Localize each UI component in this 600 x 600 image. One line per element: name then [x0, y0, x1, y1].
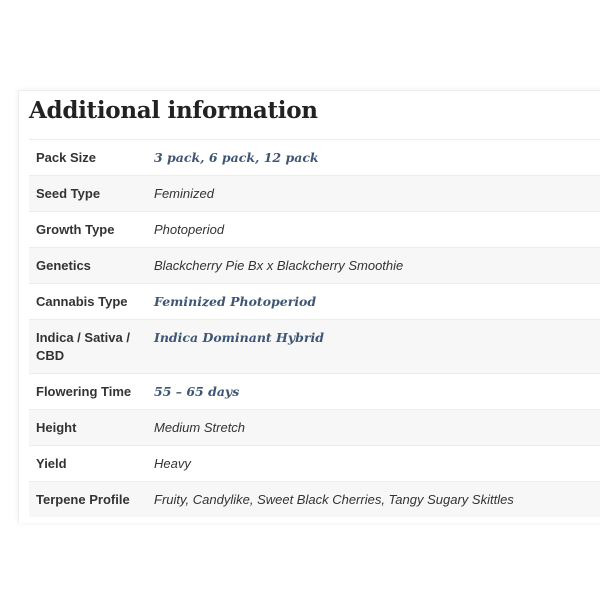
attribute-label: Pack Size [36, 150, 96, 165]
attribute-label: Yield [36, 456, 67, 471]
attribute-label: Growth Type [36, 222, 115, 237]
attribute-value: Blackcherry Pie Bx x Blackcherry Smoothie [154, 258, 404, 273]
section-title: Additional information [29, 97, 318, 124]
attribute-row-yield [29, 446, 600, 482]
cannabis-type-link[interactable]: Feminized Photoperiod [154, 294, 317, 309]
attribute-value: Heavy [154, 456, 191, 471]
additional-information-panel [18, 90, 600, 523]
attribute-row-growth-type [29, 212, 600, 248]
indica-sativa-link[interactable]: Indica Dominant Hybrid [154, 330, 324, 345]
attribute-row-pack-size [29, 140, 600, 176]
attribute-label: Flowering Time [36, 384, 132, 399]
attribute-row-genetics [29, 248, 600, 284]
attribute-row-seed-type [29, 176, 600, 212]
attribute-label: Cannabis Type [36, 294, 128, 309]
attribute-label: Height [36, 420, 77, 435]
attribute-label: Genetics [36, 258, 91, 273]
attribute-row-indica-sativa-cbd [29, 320, 600, 374]
attribute-label: Terpene Profile [36, 492, 130, 507]
attribute-value: Fruity, Candylike, Sweet Black Cherries, Tangy Sugary Skittles [154, 492, 514, 507]
attribute-row-flowering-time [29, 374, 600, 410]
attribute-value: Photoperiod [154, 222, 225, 237]
pack-size-link[interactable]: 3 pack, 6 pack, 12 pack [154, 150, 319, 165]
attribute-row-terpene-profile [29, 482, 600, 518]
attribute-row-cannabis-type [29, 284, 600, 320]
attribute-value: Feminized [154, 186, 214, 201]
attribute-value: Medium Stretch [154, 420, 246, 435]
attribute-label: Indica / Sativa / CBD [36, 330, 130, 363]
flowering-time-link[interactable]: 55 – 65 days [154, 384, 240, 399]
attribute-label: Seed Type [36, 186, 101, 201]
attribute-row-height [29, 410, 600, 446]
attributes-table [29, 139, 600, 517]
